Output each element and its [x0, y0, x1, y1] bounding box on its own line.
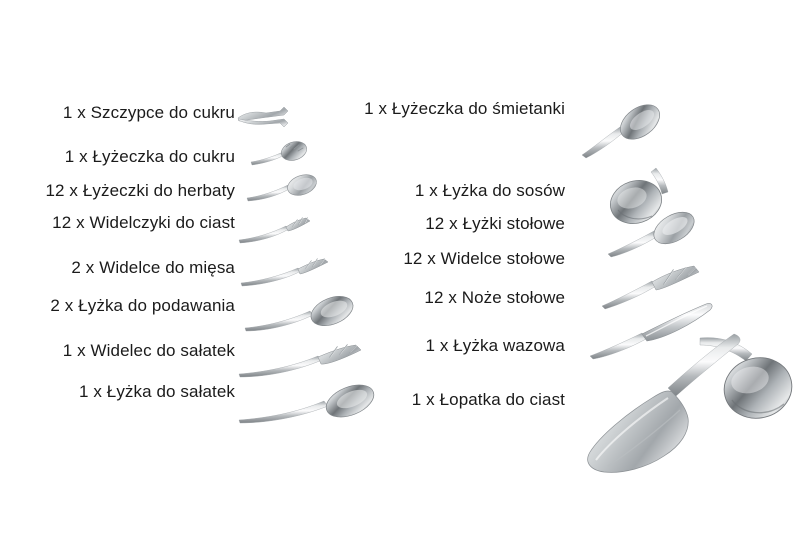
utensil-sugar-tongs — [236, 105, 292, 131]
utensil-meat-fork — [240, 255, 336, 289]
list-item-label-cake-fork: 12 x Widelczyki do ciast — [52, 213, 235, 232]
list-item-label-table-spoon: 12 x Łyżki stołowe — [425, 214, 565, 233]
list-item-label-table-knife: 12 x Noże stołowe — [424, 288, 565, 307]
utensil-cake-server — [568, 332, 748, 482]
list-item-label-table-fork: 12 x Widelce stołowe — [403, 249, 565, 268]
utensil-sugar-spoon — [250, 142, 310, 170]
list-item-label-salad-spoon: 1 x Łyżka do sałatek — [78, 382, 235, 401]
list-item-label-serving-spoon: 2 x Łyżka do podawania — [50, 296, 235, 315]
utensil-teaspoon — [246, 176, 318, 204]
list-item-label-sugar-tongs: 1 x Szczypce do cukru — [62, 103, 235, 122]
list-item-label-sauce-ladle: 1 x Łyżka do sosów — [414, 181, 565, 200]
utensil-cake-fork — [238, 214, 318, 246]
list-item-label-teaspoon: 12 x Łyżeczki do herbaty — [45, 181, 235, 200]
list-item-label-meat-fork: 2 x Widelce do mięsa — [71, 258, 235, 277]
list-item-label-soup-ladle: 1 x Łyżka wazowa — [425, 336, 565, 355]
utensil-serving-spoon — [244, 297, 356, 335]
list-item-label-sugar-spoon: 1 x Łyżeczka do cukru — [64, 147, 235, 166]
list-item-label-cream-spoon: 1 x Łyżeczka do śmietanki — [364, 99, 565, 118]
utensil-salad-fork — [238, 341, 368, 381]
utensil-cream-spoon — [580, 105, 670, 161]
utensil-table-spoon — [606, 214, 698, 258]
list-item-label-cake-server: 1 x Łopatka do ciast — [411, 390, 565, 409]
utensil-salad-spoon — [238, 384, 376, 428]
list-item-label-salad-fork: 1 x Widelec do sałatek — [62, 341, 235, 360]
